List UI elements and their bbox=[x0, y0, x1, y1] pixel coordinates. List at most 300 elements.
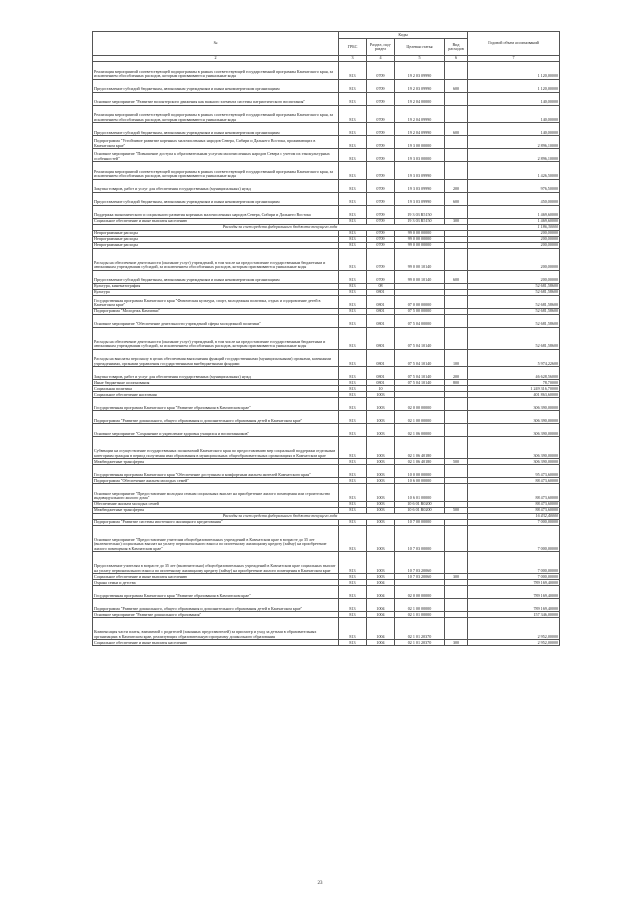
header-target-article: Целевая статья bbox=[395, 39, 445, 56]
cell-name: Реализация мероприятий соответствующей подпрограммы в рамках соответствующей государственной программы Камчатского края, за исключением обособленных расходов, которым присваиваются уникальные коды bbox=[93, 62, 339, 80]
cell-target-article: 07 5 04 10140 bbox=[395, 327, 445, 349]
cell-sum: 78,70000 bbox=[468, 380, 560, 386]
table-row bbox=[93, 192, 560, 205]
subrow-label: Расходы за счет средств федерального бюджета текущего года bbox=[93, 513, 468, 519]
cell-expense-type bbox=[445, 92, 468, 105]
cell-expense-type: 300 bbox=[445, 640, 468, 646]
header-index-3: 3 bbox=[339, 56, 367, 62]
table-row bbox=[93, 525, 560, 552]
cell-name: Социальная политика bbox=[93, 386, 339, 392]
cell-name: Поддержка экономического и социального развития коренных малочисленных народов Севера, Сибири и Дальнего Востока bbox=[93, 205, 339, 218]
cell-name: Подпрограмма "Молодежь Камчатки" bbox=[93, 308, 339, 314]
budget-table bbox=[92, 31, 560, 646]
cell-sum: 2 952,00000 bbox=[468, 618, 560, 640]
cell-name: Подпрограмма "Развитие дошкольного, общего образования и дополнительного образования детей в Камчатском крае" bbox=[93, 411, 339, 424]
cell-razdel: 0709 bbox=[367, 230, 395, 236]
cell-expense-type bbox=[445, 484, 468, 502]
cell-name: Государственная программа Камчатского края "Обеспечение доступным и комфортным жильем жителей Камчатского края" bbox=[93, 465, 339, 478]
cell-target-article: 19 3 00 00000 bbox=[395, 136, 445, 149]
cell-target-article: 02 0 00 00000 bbox=[395, 586, 445, 599]
cell-sum: 1 469,60000 bbox=[468, 205, 560, 218]
cell-expense-type: 600 bbox=[445, 270, 468, 283]
cell-sum: 200,00000 bbox=[468, 242, 560, 248]
cell-grbs: 813 bbox=[339, 519, 367, 525]
cell-expense-type: 600 bbox=[445, 192, 468, 205]
cell-razdel: 0801 bbox=[367, 295, 395, 308]
table-row bbox=[93, 424, 560, 437]
cell-target-article: 19 2 03 09990 bbox=[395, 79, 445, 92]
table-row bbox=[93, 484, 560, 502]
cell-name: Расходы на выплаты персоналу в целях обеспечения выполнения функций государственными (муниципальными) органами, казенными учреждениями, органами управления государственными внебюджетными фондами bbox=[93, 349, 339, 367]
header-index-4: 4 bbox=[367, 56, 395, 62]
cell-name: Социальное обеспечение и иные выплаты населению bbox=[93, 640, 339, 646]
cell-razdel: 1004 bbox=[367, 640, 395, 646]
cell-name: Государственная программа Камчатского края "Развитие образования в Камчатском крае" bbox=[93, 586, 339, 599]
cell-sum: 1 120,00000 bbox=[468, 79, 560, 92]
cell-grbs: 813 bbox=[339, 92, 367, 105]
cell-sum: 52 681,58600 bbox=[468, 327, 560, 349]
cell-target-article: 10 6 01 R0200 bbox=[395, 501, 445, 507]
cell-name: Подпрограмма "Развитие системы ипотечного жилищного кредитования" bbox=[93, 519, 339, 525]
cell-name: Предоставление субсидий бюджетным, автономным учреждениям и иным некоммерческим организациям bbox=[93, 123, 339, 136]
table-row bbox=[93, 314, 560, 327]
cell-sum: 2 896,10000 bbox=[468, 149, 560, 162]
cell-target-article: 02 1 01 20370 bbox=[395, 618, 445, 640]
cell-razdel: 1003 bbox=[367, 525, 395, 552]
cell-grbs: 813 bbox=[339, 552, 367, 574]
cell-sum: 306 390,00000 bbox=[468, 411, 560, 424]
cell-grbs: 813 bbox=[339, 218, 367, 224]
cell-razdel: 0709 bbox=[367, 149, 395, 162]
table-row bbox=[93, 105, 560, 123]
header-index-6: 6 bbox=[445, 56, 468, 62]
cell-sum: 306 390,00000 bbox=[468, 398, 560, 411]
cell-name: Основное мероприятие "Обеспечение деятельности учреждений сферы молодежной политики" bbox=[93, 314, 339, 327]
cell-grbs: 813 bbox=[339, 123, 367, 136]
table-row bbox=[93, 349, 560, 367]
cell-sum: 52 681,58600 bbox=[468, 314, 560, 327]
cell-grbs: 813 bbox=[339, 242, 367, 248]
cell-razdel: 0709 bbox=[367, 236, 395, 242]
cell-expense-type bbox=[445, 398, 468, 411]
cell-grbs: 813 bbox=[339, 367, 367, 380]
table-row bbox=[93, 640, 560, 646]
cell-name: Культура, кинематография bbox=[93, 283, 339, 289]
cell-razdel: 1004 bbox=[367, 580, 395, 586]
cell-sum: 2 952,00000 bbox=[468, 640, 560, 646]
cell-sum: 7 000,00000 bbox=[468, 552, 560, 574]
cell-grbs: 813 bbox=[339, 179, 367, 192]
cell-name: Основное мероприятие "Предоставление молодым семьям социальных выплат на приобретение жилого помещения или строительство индивидуального жилого дома" bbox=[93, 484, 339, 502]
cell-target-article: 19 2 04 00000 bbox=[395, 92, 445, 105]
cell-razdel: 0709 bbox=[367, 105, 395, 123]
cell-grbs: 813 bbox=[339, 136, 367, 149]
cell-grbs: 813 bbox=[339, 149, 367, 162]
table-row bbox=[93, 205, 560, 218]
cell-expense-type: 200 bbox=[445, 367, 468, 380]
cell-razdel: 0709 bbox=[367, 136, 395, 149]
cell-sum: 5 974,22600 bbox=[468, 349, 560, 367]
cell-razdel: 0709 bbox=[367, 218, 395, 224]
cell-razdel: 1003 bbox=[367, 411, 395, 424]
cell-expense-type bbox=[445, 314, 468, 327]
cell-razdel: 1003 bbox=[367, 459, 395, 465]
table-row bbox=[93, 62, 560, 80]
cell-target-article: 02 1 00 00000 bbox=[395, 599, 445, 612]
cell-sum: 789 169,40000 bbox=[468, 580, 560, 586]
cell-grbs: 813 bbox=[339, 327, 367, 349]
cell-target-article: 02 0 00 00000 bbox=[395, 398, 445, 411]
cell-grbs: 813 bbox=[339, 612, 367, 618]
cell-razdel: 1003 bbox=[367, 424, 395, 437]
cell-target-article: 19 3 03 09990 bbox=[395, 192, 445, 205]
cell-target-article: 10 6 00 00000 bbox=[395, 478, 445, 484]
header-number: № bbox=[93, 32, 339, 56]
cell-sum: 306 390,00000 bbox=[468, 459, 560, 465]
cell-sum: 88 473,60000 bbox=[468, 507, 560, 513]
cell-target-article: 02 1 06 00000 bbox=[395, 424, 445, 437]
cell-sum: 7 000,00000 bbox=[468, 525, 560, 552]
cell-expense-type bbox=[445, 525, 468, 552]
cell-expense-type bbox=[445, 411, 468, 424]
cell-grbs: 813 bbox=[339, 478, 367, 484]
cell-name: Социальное обеспечение населения bbox=[93, 392, 339, 398]
cell-sum: 52 681,58600 bbox=[468, 308, 560, 314]
cell-sum: 200,00000 bbox=[468, 270, 560, 283]
table-row bbox=[93, 179, 560, 192]
cell-name: Культура bbox=[93, 289, 339, 295]
cell-razdel: 1003 bbox=[367, 507, 395, 513]
cell-name: Социальное обеспечение и иные выплаты населению bbox=[93, 218, 339, 224]
cell-target-article: 10 7 03 20060 bbox=[395, 552, 445, 574]
cell-target-article: 19 3 03 09990 bbox=[395, 162, 445, 180]
cell-name: Подпрограмма "Развитие дошкольного, общего образования и дополнительного образования детей в Камчатском крае" bbox=[93, 599, 339, 612]
table-row bbox=[93, 162, 560, 180]
cell-target-article: 07 5 00 00000 bbox=[395, 308, 445, 314]
cell-name: Реализация мероприятий соответствующей подпрограммы в рамках соответствующей государственной программы Камчатского края, за исключением обособленных расходов, которым присваиваются уникальные коды bbox=[93, 105, 339, 123]
cell-expense-type: 600 bbox=[445, 123, 468, 136]
cell-grbs: 813 bbox=[339, 392, 367, 398]
cell-name: Непрограммные расходы bbox=[93, 242, 339, 248]
cell-grbs: 813 bbox=[339, 205, 367, 218]
table-row bbox=[93, 465, 560, 478]
cell-sum: 140,00000 bbox=[468, 123, 560, 136]
header-annual-sum: Годовой объем ассигнований bbox=[468, 32, 560, 56]
cell-razdel: 10 bbox=[367, 386, 395, 392]
cell-grbs: 813 bbox=[339, 386, 367, 392]
cell-target-article: 02 1 01 00000 bbox=[395, 612, 445, 618]
cell-razdel: 0801 bbox=[367, 380, 395, 386]
cell-target-article: 10 7 03 00000 bbox=[395, 525, 445, 552]
cell-name: Межбюджетные трансферты bbox=[93, 459, 339, 465]
table-row bbox=[93, 618, 560, 640]
cell-name: Расходы на обеспечение деятельности (оказание услуг) учреждений, в том числе на предоставление государственным бюджетным и автономным учреждениям субсидий, за исключением обособленных расходов, которым присваиваются уникальные коды bbox=[93, 327, 339, 349]
cell-grbs: 813 bbox=[339, 618, 367, 640]
cell-razdel: 1004 bbox=[367, 612, 395, 618]
cell-grbs: 813 bbox=[339, 437, 367, 459]
cell-grbs: 813 bbox=[339, 308, 367, 314]
cell-name: Предоставление субсидий бюджетным, автономным учреждениям и иным некоммерческим организациям bbox=[93, 79, 339, 92]
cell-expense-type: 600 bbox=[445, 79, 468, 92]
cell-expense-type bbox=[445, 465, 468, 478]
cell-sum: 7 000,00000 bbox=[468, 519, 560, 525]
cell-target-article: 99 0 00 10140 bbox=[395, 248, 445, 270]
cell-target-article: 10 6 01 00000 bbox=[395, 484, 445, 502]
page-number: 23 bbox=[317, 881, 323, 886]
table-row bbox=[93, 552, 560, 574]
cell-name: Закупка товаров, работ и услуг для обеспечения государственных (муниципальных) нужд bbox=[93, 367, 339, 380]
cell-sum: 95 473,60000 bbox=[468, 465, 560, 478]
cell-name: Субвенции на осуществление государственных полномочий Камчатского края по предоставлению мер социальной поддержки отдельным категориям граждан в период получения ими образования в муниципальных общеобразовательных организациях в Камчатском крае bbox=[93, 437, 339, 459]
cell-grbs: 813 bbox=[339, 380, 367, 386]
cell-grbs: 813 bbox=[339, 507, 367, 513]
cell-expense-type bbox=[445, 586, 468, 599]
cell-name: Обеспечение жильем молодых семей bbox=[93, 501, 339, 507]
cell-name: Предоставление учителям в возрасте до 35 лет (включительно) общеобразовательных учреждений в Камчатском крае социальных выплат на уплату первоначального взноса по ипотечному жилищному кредиту (займу) на приобретение жилого помещения в Камчатском крае bbox=[93, 552, 339, 574]
cell-sum: 88 473,60000 bbox=[468, 484, 560, 502]
header-expense-type: Вид расходов bbox=[445, 39, 468, 56]
cell-sum: 789 169,40000 bbox=[468, 586, 560, 599]
cell-sum: 306 390,00000 bbox=[468, 424, 560, 437]
cell-razdel: 0801 bbox=[367, 289, 395, 295]
cell-expense-type bbox=[445, 205, 468, 218]
subrow-sum: 1 186,30000 bbox=[468, 224, 560, 230]
cell-razdel: 0709 bbox=[367, 92, 395, 105]
cell-sum: 140,00000 bbox=[468, 92, 560, 105]
cell-name: Основное мероприятие "Повышение доступа к образовательным услугам малочисленных народов Севера с учетом их этнокультурных особенностей" bbox=[93, 149, 339, 162]
cell-grbs: 813 bbox=[339, 501, 367, 507]
cell-razdel: 0801 bbox=[367, 314, 395, 327]
cell-expense-type: 300 bbox=[445, 218, 468, 224]
cell-expense-type bbox=[445, 62, 468, 80]
cell-target-article: 19 3 03 R5150 bbox=[395, 205, 445, 218]
cell-grbs: 813 bbox=[339, 270, 367, 283]
cell-expense-type bbox=[445, 295, 468, 308]
cell-target-article: 10 7 00 00000 bbox=[395, 519, 445, 525]
cell-grbs: 813 bbox=[339, 62, 367, 80]
table-body bbox=[93, 62, 560, 646]
cell-sum: 52 681,58600 bbox=[468, 295, 560, 308]
cell-expense-type bbox=[445, 599, 468, 612]
cell-razdel: 1004 bbox=[367, 599, 395, 612]
cell-expense-type bbox=[445, 552, 468, 574]
cell-name: Непрограммные расходы bbox=[93, 230, 339, 236]
cell-sum: 46 628,56000 bbox=[468, 367, 560, 380]
cell-grbs: 813 bbox=[339, 236, 367, 242]
cell-grbs: 813 bbox=[339, 424, 367, 437]
cell-sum: 1 249 316,70000 bbox=[468, 386, 560, 392]
cell-sum: 140,00000 bbox=[468, 105, 560, 123]
cell-target-article: 07 5 04 10140 bbox=[395, 380, 445, 386]
cell-sum: 52 681,58600 bbox=[468, 289, 560, 295]
cell-name: Подпрограмма "Устойчивое развитие коренных малочисленных народов Севера, Сибири и Дальнего Востока, проживающих в Камчатском крае" bbox=[93, 136, 339, 149]
cell-grbs: 813 bbox=[339, 640, 367, 646]
cell-name: Подпрограмма "Обеспечение жильем молодых семей" bbox=[93, 478, 339, 484]
cell-name: Предоставление субсидий бюджетным, автономным учреждениям и иным некоммерческим организациям bbox=[93, 192, 339, 205]
cell-expense-type bbox=[445, 424, 468, 437]
table-row bbox=[93, 398, 560, 411]
header-index-7: 7 bbox=[468, 56, 560, 62]
cell-razdel: 1004 bbox=[367, 618, 395, 640]
cell-target-article: 99 0 00 00000 bbox=[395, 242, 445, 248]
cell-name: Основное мероприятие "Развитие волонтерского движения как важного элемента системы патриотического воспитания" bbox=[93, 92, 339, 105]
cell-sum: 1 426,50000 bbox=[468, 162, 560, 180]
table-row bbox=[93, 79, 560, 92]
table-row bbox=[93, 123, 560, 136]
header-grbs: ГРБС bbox=[339, 39, 367, 56]
cell-expense-type: 800 bbox=[445, 380, 468, 386]
cell-grbs: 813 bbox=[339, 192, 367, 205]
cell-name: Закупка товаров, работ и услуг для обеспечения государственных (муниципальных) нужд bbox=[93, 179, 339, 192]
cell-razdel: 1003 bbox=[367, 501, 395, 507]
cell-target-article: 02 1 01 20370 bbox=[395, 640, 445, 646]
cell-sum: 1 469,60000 bbox=[468, 218, 560, 224]
cell-name: Основное мероприятие "Предоставление учителям общеобразовательных учреждений в Камчатском крае в возрасте до 35 лет (включительно) социальных выплат на уплату первоначального взноса по ипотечному жилищному кредиту (займу) на приобретение жилого помещения в Камчатском крае" bbox=[93, 525, 339, 552]
cell-razdel: 1004 bbox=[367, 586, 395, 599]
cell-target-article: 19 2 03 09990 bbox=[395, 62, 445, 80]
cell-razdel: 0801 bbox=[367, 327, 395, 349]
cell-sum: 1 120,00000 bbox=[468, 62, 560, 80]
cell-name: Реализация мероприятий соответствующей подпрограммы в рамках соответствующей государственной программы Камчатского края, за исключением обособленных расходов, которым присваиваются уникальные коды bbox=[93, 162, 339, 180]
cell-expense-type bbox=[445, 149, 468, 162]
cell-grbs: 813 bbox=[339, 349, 367, 367]
cell-expense-type bbox=[445, 136, 468, 149]
cell-target-article: 10 0 00 00000 bbox=[395, 465, 445, 478]
cell-target-article: 07 5 04 00000 bbox=[395, 314, 445, 327]
cell-target-article: 10 6 01 R0200 bbox=[395, 507, 445, 513]
cell-razdel: 0801 bbox=[367, 367, 395, 380]
cell-expense-type: 300 bbox=[445, 574, 468, 580]
cell-name: Расходы на обеспечение деятельности (оказание услуг) учреждений, в том числе на предоставление государственным бюджетным и автономным учреждениям субсидий, за исключением обособленных расходов, которым присваиваются уникальные коды bbox=[93, 248, 339, 270]
cell-sum: 88 473,60000 bbox=[468, 501, 560, 507]
table-row bbox=[93, 248, 560, 270]
cell-razdel: 1003 bbox=[367, 465, 395, 478]
cell-sum: 200,00000 bbox=[468, 236, 560, 242]
cell-grbs: 813 bbox=[339, 162, 367, 180]
cell-grbs: 813 bbox=[339, 525, 367, 552]
cell-sum: 200,00000 bbox=[468, 248, 560, 270]
cell-grbs: 813 bbox=[339, 459, 367, 465]
cell-razdel: 0709 bbox=[367, 242, 395, 248]
cell-name: Компенсация части платы, взимаемой с родителей (законных представителей) за присмотр и уход за детьми в образовательных организациях в Камчатском крае, реализующих образовательную программу дошкольного образования bbox=[93, 618, 339, 640]
cell-razdel: 0709 bbox=[367, 192, 395, 205]
cell-expense-type bbox=[445, 618, 468, 640]
cell-razdel: 0801 bbox=[367, 308, 395, 314]
cell-razdel: 1003 bbox=[367, 398, 395, 411]
cell-razdel: 1003 bbox=[367, 437, 395, 459]
cell-grbs: 813 bbox=[339, 295, 367, 308]
cell-razdel: 0709 bbox=[367, 79, 395, 92]
cell-grbs: 813 bbox=[339, 586, 367, 599]
cell-target-article: 19 2 04 09990 bbox=[395, 123, 445, 136]
subrow-label: Расходы за счет средств федерального бюджета текущего года bbox=[93, 224, 468, 230]
cell-target-article: 02 1 00 00000 bbox=[395, 411, 445, 424]
cell-name: Основное мероприятие "Развитие дошкольного образования" bbox=[93, 612, 339, 618]
cell-razdel: 0709 bbox=[367, 62, 395, 80]
cell-razdel: 0801 bbox=[367, 349, 395, 367]
cell-grbs: 813 bbox=[339, 465, 367, 478]
cell-target-article: 99 0 00 10140 bbox=[395, 270, 445, 283]
cell-razdel: 0709 bbox=[367, 205, 395, 218]
cell-razdel: 1003 bbox=[367, 478, 395, 484]
cell-expense-type bbox=[445, 437, 468, 459]
cell-name: Социальное обеспечение и иные выплаты населению bbox=[93, 574, 339, 580]
cell-grbs: 813 bbox=[339, 398, 367, 411]
table-row bbox=[93, 149, 560, 162]
cell-sum: 7 000,00000 bbox=[468, 574, 560, 580]
cell-target-article: 07 5 04 10140 bbox=[395, 349, 445, 367]
cell-sum: 976,50000 bbox=[468, 179, 560, 192]
cell-razdel: 1003 bbox=[367, 484, 395, 502]
cell-razdel: 0709 bbox=[367, 270, 395, 283]
cell-razdel: 0709 bbox=[367, 162, 395, 180]
cell-target-article: 07 5 04 10140 bbox=[395, 367, 445, 380]
subrow-sum: 16 432,40000 bbox=[468, 513, 560, 519]
table-row bbox=[93, 327, 560, 349]
cell-name: Государственная программа Камчатского края "Физическая культура, спорт, молодежная политика, отдых и оздоровление детей в Камчатском крае" bbox=[93, 295, 339, 308]
cell-expense-type: 200 bbox=[445, 179, 468, 192]
table-row bbox=[93, 92, 560, 105]
cell-grbs: 813 bbox=[339, 230, 367, 236]
cell-razdel: 0709 bbox=[367, 179, 395, 192]
cell-razdel: 08 bbox=[367, 283, 395, 289]
table-row bbox=[93, 599, 560, 612]
cell-name: Иные бюджетные ассигнования bbox=[93, 380, 339, 386]
cell-expense-type bbox=[445, 248, 468, 270]
table-row bbox=[93, 411, 560, 424]
cell-sum: 789 169,40000 bbox=[468, 599, 560, 612]
header-index-1: 2 bbox=[93, 56, 339, 62]
cell-grbs: 813 bbox=[339, 314, 367, 327]
cell-razdel: 1003 bbox=[367, 519, 395, 525]
table-header bbox=[93, 32, 560, 62]
cell-razdel: 1003 bbox=[367, 392, 395, 398]
table-row bbox=[93, 437, 560, 459]
cell-expense-type: 500 bbox=[445, 459, 468, 465]
cell-target-article: 19 3 03 09990 bbox=[395, 179, 445, 192]
cell-name: Непрограммные расходы bbox=[93, 236, 339, 242]
cell-name: Основное мероприятие "Сохранение и укрепление здоровья учащихся и воспитанников" bbox=[93, 424, 339, 437]
cell-razdel: 1003 bbox=[367, 574, 395, 580]
cell-sum: 450,00000 bbox=[468, 192, 560, 205]
cell-sum: 157 346,00000 bbox=[468, 612, 560, 618]
cell-grbs: 813 bbox=[339, 574, 367, 580]
table-row bbox=[93, 367, 560, 380]
cell-sum: 306 390,00000 bbox=[468, 437, 560, 459]
table-row bbox=[93, 586, 560, 599]
table-row bbox=[93, 295, 560, 308]
cell-target-article: 02 1 06 40180 bbox=[395, 437, 445, 459]
cell-target-article: 19 3 03 R5150 bbox=[395, 218, 445, 224]
cell-target-article: 19 3 03 00000 bbox=[395, 149, 445, 162]
cell-expense-type bbox=[445, 327, 468, 349]
cell-razdel: 0709 bbox=[367, 123, 395, 136]
cell-sum: 200,00000 bbox=[468, 230, 560, 236]
cell-expense-type: 100 bbox=[445, 349, 468, 367]
cell-target-article: 10 7 03 20060 bbox=[395, 574, 445, 580]
table-row bbox=[93, 136, 560, 149]
cell-grbs: 813 bbox=[339, 79, 367, 92]
cell-grbs: 813 bbox=[339, 599, 367, 612]
cell-expense-type bbox=[445, 162, 468, 180]
cell-name: Охрана семьи и детства bbox=[93, 580, 339, 586]
cell-grbs: 813 bbox=[339, 411, 367, 424]
cell-name: Межбюджетные трансферты bbox=[93, 507, 339, 513]
header-razdel: Раздел, под-раздел bbox=[367, 39, 395, 56]
cell-target-article: 19 2 04 09990 bbox=[395, 105, 445, 123]
header-index-5: 5 bbox=[395, 56, 445, 62]
cell-grbs: 813 bbox=[339, 283, 367, 289]
